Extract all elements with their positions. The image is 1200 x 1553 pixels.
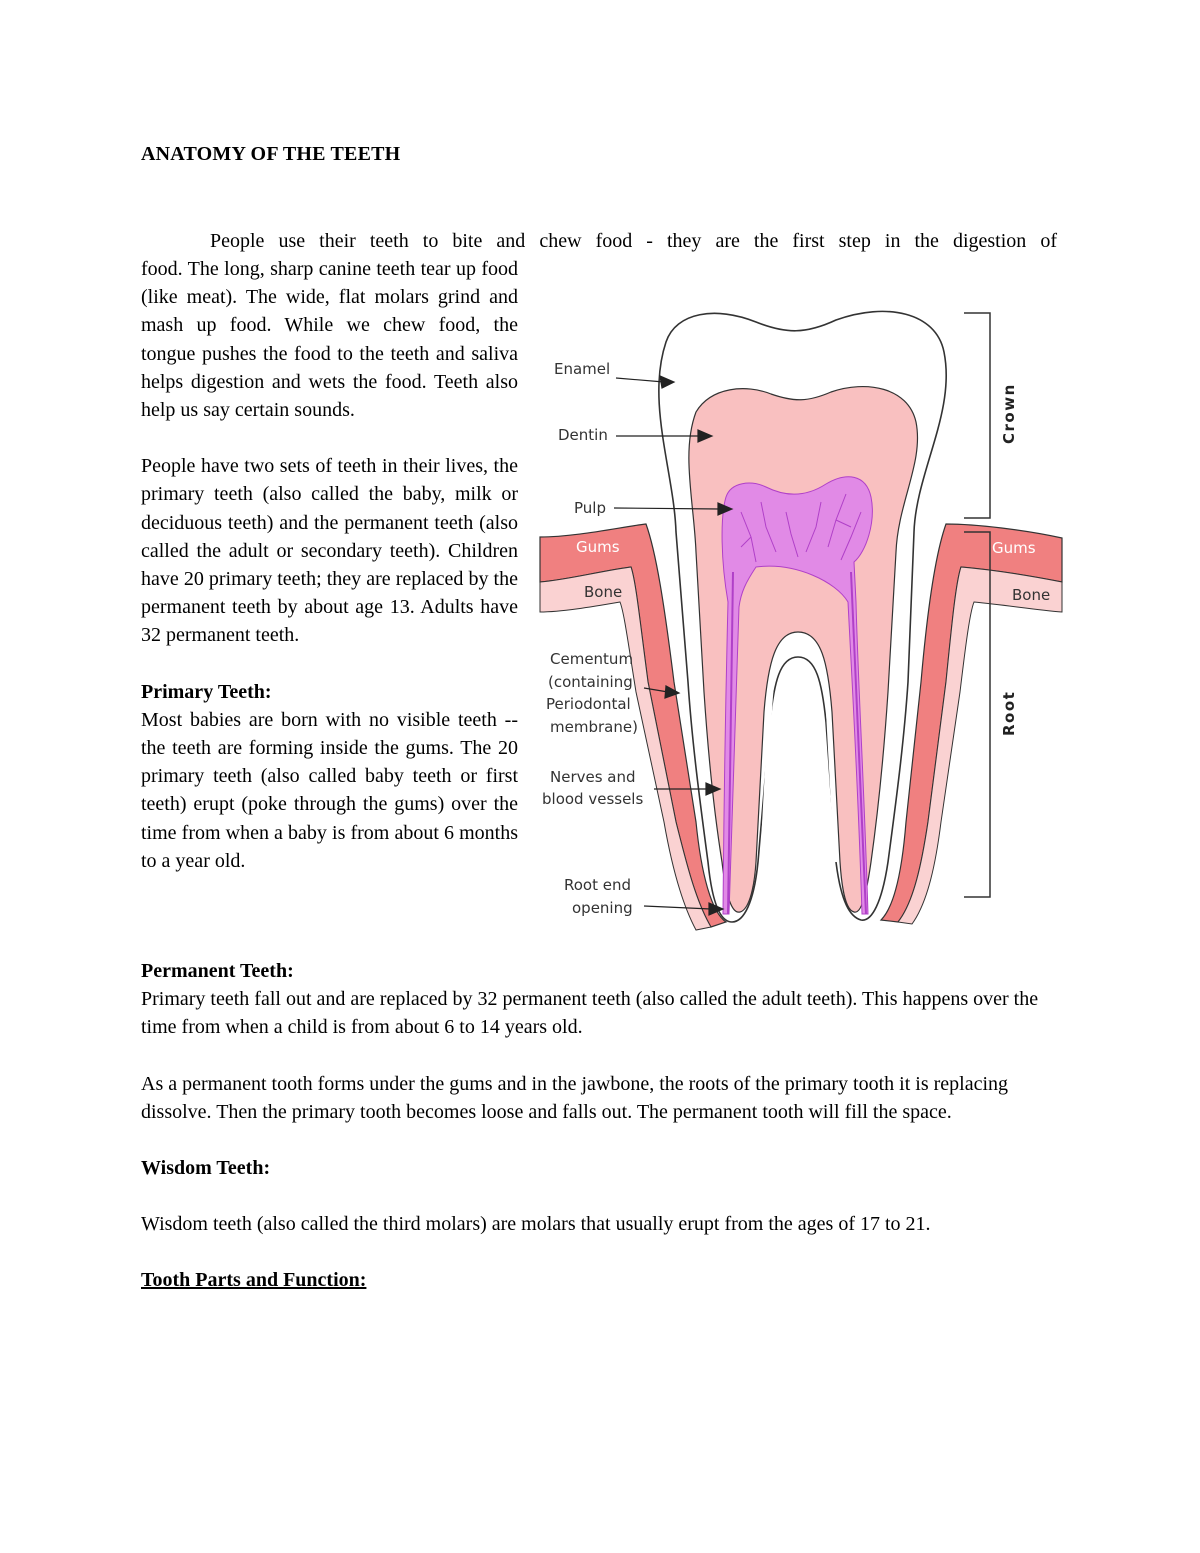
label-cementum-2: (containing <box>548 673 633 691</box>
label-pulp: Pulp <box>574 499 606 517</box>
label-cementum-3: Periodontal <box>546 695 631 713</box>
label-bone-right: Bone <box>1012 586 1051 604</box>
label-gums-left: Gums <box>576 538 620 556</box>
intro-first-line: People use their teeth to bite and chew food - they are the first step in the digestion of <box>210 230 1057 252</box>
label-root-end-1: Root end <box>564 876 632 894</box>
label-root: Root <box>1000 690 1018 736</box>
primary-teeth-heading: Primary Teeth: <box>141 680 272 703</box>
label-cementum-1: Cementum <box>550 650 634 668</box>
two-sets-paragraph: People have two sets of teeth in their lives, the primary teeth (also called the baby, milk or deciduous teeth) and the permanent teeth (also called the adult or secondary teeth). Children have 20 primary teeth; they are replaced by the permanent teeth by about age 13. Adults have 32 permanent teeth. <box>141 455 518 647</box>
label-gums-right: Gums <box>992 539 1036 557</box>
wisdom-teeth-paragraph: Wisdom teeth (also called the third molars) are molars that usually erupt from the ages of 17 to 21. <box>141 1213 931 1236</box>
tooth-diagram <box>536 262 1066 942</box>
document-title: ANATOMY OF THE TEETH <box>141 143 401 165</box>
lower-text-section <box>141 957 1059 1295</box>
label-nerves-2: blood vessels <box>542 790 644 808</box>
label-cementum-4: membrane) <box>550 718 638 736</box>
label-dentin: Dentin <box>558 426 608 444</box>
wisdom-teeth-heading: Wisdom Teeth: <box>141 1157 271 1180</box>
permanent-teeth-heading: Permanent Teeth: <box>141 960 294 982</box>
label-nerves-1: Nerves and <box>550 768 636 786</box>
primary-teeth-paragraph: Most babies are born with no visible teeth -- the teeth are forming inside the gums. The 20 primary teeth (also called baby teeth or first teeth) erupt (poke through the gums) over the time from when a baby is from about 6 months to a year old. <box>141 708 518 872</box>
left-text-column <box>141 255 518 875</box>
label-enamel: Enamel <box>554 360 611 378</box>
intro-paragraph: food. The long, sharp canine teeth tear up food (like meat). The wide, flat molars grind and mash up food. While we chew food, the tongue pushes the food to the teeth and saliva helps digestion and wets the food. Teeth also help us say certain sounds. <box>141 258 518 422</box>
replacement-paragraph: As a permanent tooth forms under the gums and in the jawbone, the roots of the primary tooth it is replacing dissolve. Then the primary tooth becomes loose and falls out. The permanent tooth will fill the space. <box>141 1072 1009 1123</box>
permanent-teeth-paragraph: Primary teeth fall out and are replaced by 32 permanent teeth (also called the adult teeth). This happens over the time from when a child is from about 6 to 14 years old. <box>141 988 1039 1039</box>
label-crown: Crown <box>1000 383 1018 444</box>
tooth-parts-heading: Tooth Parts and Function: <box>141 1269 367 1292</box>
label-root-end-2: opening <box>572 899 633 917</box>
label-bone-left: Bone <box>584 583 623 601</box>
